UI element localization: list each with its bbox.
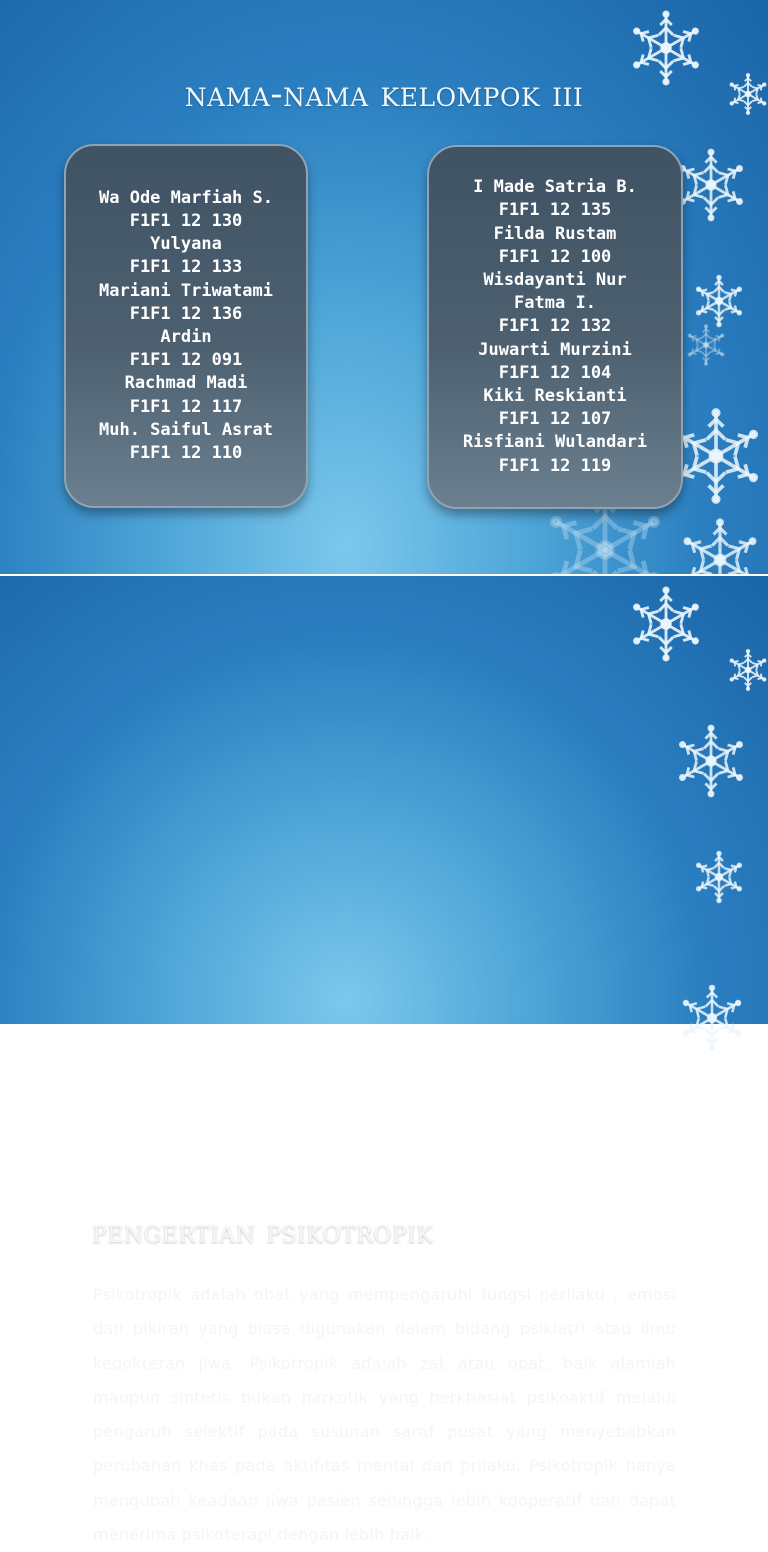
member-line: F1F1 12 100: [498, 246, 612, 267]
snowflake-icon: [670, 410, 762, 502]
slide-title: nama-nama kelompok iii: [184, 74, 584, 115]
member-line: Kiki Reskianti: [483, 385, 627, 406]
member-line: F1F1 12 135: [498, 200, 612, 221]
definition-paragraph: Psikotropik adalah obat yang mempengaruhi fungsi perilaku , emosi dan pikiran yang biasa digunakan dalam bidang psikiatri atau ilmu kedokteran jiwa. Psikotropik adalah zat atau obat, baik alamiah maupun sintetis bukan narkotik yang berkhasiat psikoaktif melalui pengaruh selektif pada susunan saraf pusat yang menyebabkan perubahan khas pada aktifitas mental dan prilaku. Psikotropik hanya mengubah keadaan jiwa pasien sehingga lebih kooperatif dan dapat menerima psikoterapi dengan lebih baik.: [93, 1285, 676, 1545]
member-line: F1F1 12 119: [498, 455, 612, 476]
snowflake-icon: [694, 276, 744, 326]
member-line: Fatma I.: [514, 293, 596, 314]
slide-group-members: [0, 0, 768, 576]
member-line: F1F1 12 132: [498, 316, 612, 337]
slide-definition: [0, 576, 768, 1545]
snowflake-icon: [680, 986, 744, 1050]
member-line: F1F1 12 130: [129, 210, 243, 231]
member-line: Yulyana: [150, 234, 222, 255]
member-line: F1F1 12 136: [129, 303, 243, 324]
member-line: I Made Satria B.: [473, 177, 637, 198]
member-line: F1F1 12 104: [498, 362, 612, 383]
member-line: Muh. Saiful Asrat: [99, 419, 273, 440]
member-line: Filda Rustam: [493, 223, 617, 244]
slide-title: pengertian psikotropik: [92, 1212, 434, 1250]
snowflake-icon: [676, 726, 746, 796]
member-line: F1F1 12 133: [129, 257, 243, 278]
member-line: F1F1 12 110: [129, 442, 243, 463]
member-line: F1F1 12 117: [129, 396, 243, 417]
snowflake-icon: [694, 852, 744, 902]
snowflake-icon: [728, 650, 768, 690]
snowflake-icon: [686, 325, 726, 365]
member-line: Ardin: [160, 326, 212, 347]
member-line: Wa Ode Marfiah S.: [99, 187, 273, 208]
member-line: Mariani Triwatami: [99, 280, 273, 301]
member-line: Risfiani Wulandari: [462, 432, 648, 453]
member-line: Juwarti Murzini: [478, 339, 632, 360]
member-line: F1F1 12 091: [129, 350, 243, 371]
member-card-left: [64, 144, 308, 508]
member-line: Rachmad Madi: [124, 373, 248, 394]
member-line: Wisdayanti Nur: [483, 269, 627, 290]
member-card-right: [427, 145, 683, 509]
member-line: F1F1 12 107: [498, 409, 612, 430]
snowflake-icon: [676, 150, 746, 220]
snowflake-icon: [630, 588, 702, 660]
